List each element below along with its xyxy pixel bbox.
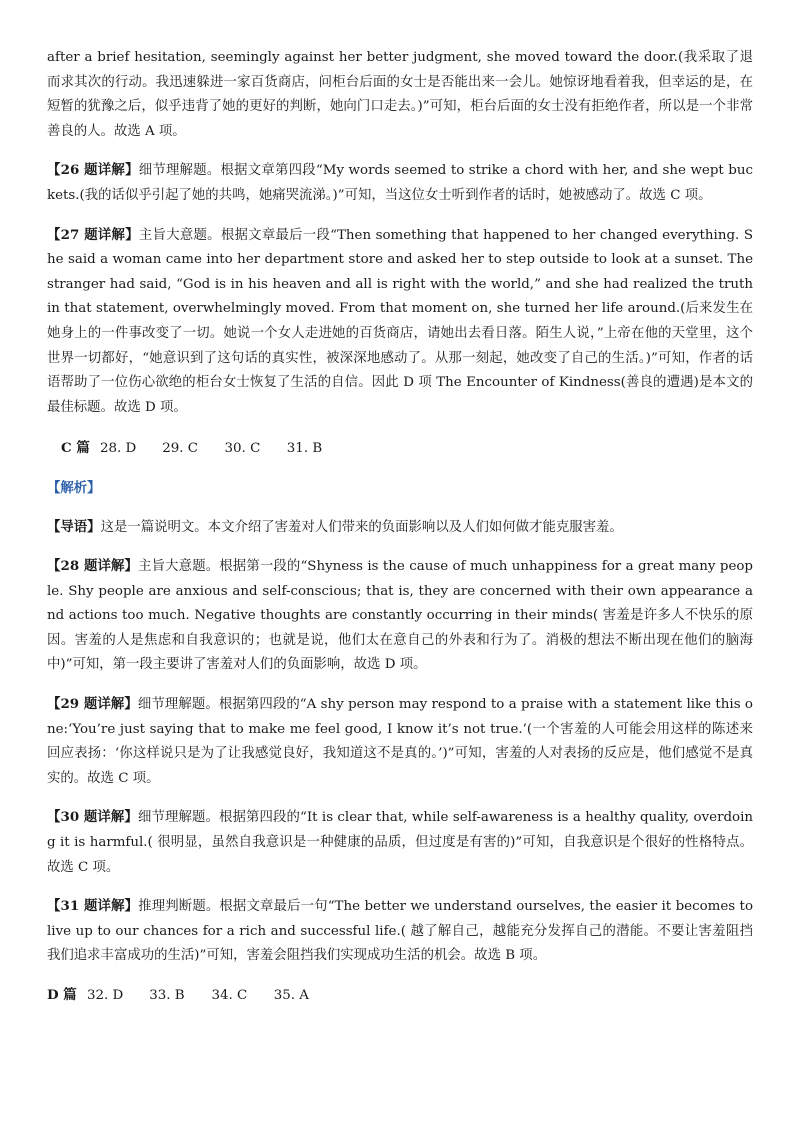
- paragraph-q25-end: after a brief hesitation, seemingly against her better judgment, she moved toward the door.(我采取了退而求其次的行动。我迅速躲进一家百货商店，问柜台后面的女士是否能出来一会儿。她惊讶地看着我，但幸运的是，在短暂的犹豫之后，似乎违背了她的更好的判断，她向门口走去。)”可知，柜台后面的女士没有拒绝作者，所以是一个非常善良的人。故选 A 项。: [47, 50, 753, 139]
- q30-tag: 【30 题详解】: [47, 809, 138, 826]
- answer-35: 35. A: [273, 988, 309, 1003]
- daoyu-tag: 【导语】: [47, 518, 101, 535]
- answer-34: 34. C: [211, 988, 248, 1003]
- paragraph-q26: [47, 158, 753, 208]
- answer-explanation-page: [47, 46, 753, 1009]
- paragraph-q30: [47, 805, 753, 880]
- q30-body: 细节理解题。根据第四段的“It is clear that, while self-awareness is a healthy quality, overdoing it is harmful.( 很明显，虽然自我意识是一种健康的品质，但过度是有害的)”可知，自我意识是个很好的性格特点。故选 C 项。: [47, 810, 754, 875]
- section-d-label: D 篇: [47, 987, 77, 1003]
- q31-body: 推理判断题。根据文章最后一句“The better we understand ourselves, the easier it becomes to live up to our chances for a rich and successful life.( 越了解自己，越能充分发挥自己的潜能。不要让害羞阻挡我们追求丰富成功的生活)”可知，害羞会阻挡我们实现成功生活的机会。故选 B 项。: [47, 899, 753, 964]
- answer-31: 31. B: [286, 441, 323, 457]
- paragraph-q31: [47, 894, 753, 969]
- q31-tag: 【31 题详解】: [47, 898, 139, 915]
- paragraph-q29: [47, 692, 753, 791]
- paragraph-daoyu: [47, 515, 753, 541]
- answer-28: 28. D: [99, 441, 137, 457]
- paragraph-q27: [47, 223, 753, 421]
- section-d-answers: [47, 983, 753, 1009]
- paragraph-q28: [47, 554, 753, 678]
- q27-tag: 【27 题详解】: [47, 226, 139, 243]
- answer-30: 30. C: [224, 441, 261, 457]
- daoyu-body: 这是一篇说明文。本文介绍了害羞对人们带来的负面影响以及人们如何做才能克服害羞。: [100, 519, 623, 535]
- q29-tag: 【29 题详解】: [47, 696, 138, 713]
- section-c-answers: [61, 436, 753, 462]
- q28-tag: 【28 题详解】: [47, 558, 139, 575]
- q27-body: 主旨大意题。根据文章最后一段“Then something that happened to her changed everything. She said a woman came into her department store and asked her to step outside to look at a sunset. The stranger had said, “God is in his heaven and all is right with the world,” and she had realized the truth in that statement, overwhelmingly moved. From that moment on, she turned her life around.(后来发生在她身上的一件事改变了一切。她说一个女人走进她的百货商店，请她出去看日落。陌生人说，”上帝在他的天堂里，这个世界一切都好，“她意识到了这句话的真实性，被深深地感动了。从那一刻起，她改变了自己的生活。)”可知，作者的话语帮助了一位伤心欲绝的柜台女士恢复了生活的自信。因此 D 项 The Encounter of Kindness(善良的遭遇)是本文的最佳标题。故选 D 项。: [47, 227, 753, 415]
- jiexi-heading: 【解析】: [47, 479, 101, 496]
- answer-33: 33. B: [149, 988, 185, 1003]
- answer-32: 32. D: [86, 988, 124, 1003]
- q26-body: 细节理解题。根据文章第四段“My words seemed to strike a chord with her, and she wept buckets.(我的话似乎引起了她的共鸣，她痛哭流涕。)”可知，当这位女士听到作者的话时，她被感动了。故选 C 项。: [47, 163, 753, 203]
- answer-29: 29. C: [162, 441, 199, 457]
- q28-body: 主旨大意题。根据第一段的“Shyness is the cause of much unhappiness for a great many people. Shy people are anxious and self-conscious; that is, they are concerned with their own appearance and actions too much. Negative thoughts are constantly occurring in their minds( 害羞是许多人不快乐的原因。害羞的人是焦虑和自我意识的；也就是说，他们太在意自己的外表和行为了。消极的想法不断出现在他们的脑海中)”可知，第一段主要讲了害羞对人们的负面影响，故选 D 项。: [47, 559, 754, 673]
- section-c-label: C 篇: [61, 440, 90, 457]
- q26-tag: 【26 题详解】: [47, 162, 139, 179]
- q29-body: 细节理解题。根据第四段的“A shy person may respond to a praise with a statement like this one:‘You’re just saying that to make me feel good, I know it’s not true.’(一个害羞的人可能会用这样的陈述来回应表扬：‘你这样说只是为了让我感觉良好，我知道这不是真的。’)”可知，害羞的人对表扬的反应是，他们感觉不是真实的。故选 C 项。: [47, 697, 753, 786]
